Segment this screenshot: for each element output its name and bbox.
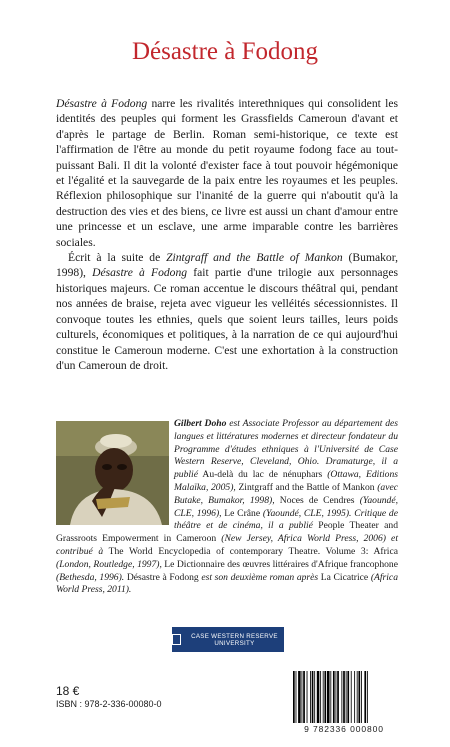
barcode-bar (324, 671, 326, 723)
barcode-bar (354, 671, 355, 723)
publisher-logo (172, 627, 284, 652)
barcode-bar (293, 671, 295, 723)
barcode-icon (292, 671, 399, 723)
barcode-bar (317, 671, 320, 723)
bio-work-title: Noces de Cendres (274, 494, 360, 506)
synopsis-p2-b: (Bumakor, 1998), (56, 251, 398, 280)
synopsis-title-ref: Désastre à Fodong (56, 97, 148, 110)
barcode-bar (296, 671, 297, 723)
barcode-bar (357, 671, 358, 723)
bio-work-title: Le Dictionnaire des œuvres littéraires d'Afrique francophone (161, 558, 398, 570)
bio-part: au département des langues et littératures modernes et directeur fondateur du Programme d'études ethniques à l'Université de Case Western Reserve, Cleveland, Ohio. Dramaturge, il a publié (174, 418, 398, 481)
barcode-bar (361, 671, 362, 723)
bio-part: (London, Routledge, 1997), (56, 558, 162, 570)
barcode-bar (310, 671, 311, 723)
author-bio (56, 418, 398, 597)
barcode-bar (336, 671, 337, 723)
price: 18 € (56, 684, 80, 698)
bio-work-title: Zintgraff and the Battle of Mankon (235, 481, 378, 493)
bio-part: est Associate Professor (226, 418, 322, 429)
barcode-bar (303, 671, 305, 723)
logo-emblem-icon (172, 634, 181, 645)
synopsis (56, 96, 398, 373)
synopsis-paragraph-2 (56, 250, 398, 373)
author-name: Gilbert Doho (174, 418, 227, 429)
barcode-bar (346, 671, 347, 723)
bio-part: (Ottawa, Editions Malaïka, 2005), (174, 469, 398, 493)
bio-part: (Bethesda, 1996). (56, 571, 125, 583)
barcode-bar (323, 671, 324, 723)
bio-part: (avec Butake, Bumakor, 1998), (174, 481, 398, 506)
barcode-bar (333, 671, 335, 723)
barcode-bar (327, 671, 330, 723)
bio-part: (New Jersey, Africa World Press, 2006) et contribué à (56, 533, 398, 557)
bio-work-title: Au-delà du lac de nénuphars (197, 469, 328, 481)
synopsis-p2-ref-2: Désastre à Fodong (92, 266, 188, 280)
bio-work-title: The World Encyclopedia of contemporary Theatre. Volume 3: Africa (103, 545, 398, 557)
bio-part: est son deuxième roman après (201, 571, 319, 583)
synopsis-p2-ref-1: Zintgraff and the Battle of Mankon (166, 251, 343, 265)
barcode (292, 671, 399, 723)
barcode-bar (347, 671, 349, 723)
barcode-bar (312, 671, 314, 723)
barcode-bar (337, 671, 339, 723)
synopsis-p2-a: Écrit à la suite de (68, 251, 167, 265)
barcode-bar (341, 671, 342, 723)
barcode-bar (343, 671, 345, 723)
barcode-bar (298, 671, 301, 723)
barcode-bar (302, 671, 303, 723)
barcode-bar (314, 671, 315, 723)
barcode-bar (364, 671, 366, 723)
barcode-bar (330, 671, 331, 723)
publisher-logo-text: CASE WESTERN RESERVE UNIVERSITY (191, 632, 278, 647)
bio-work-title: La Cicatrice (318, 571, 371, 583)
barcode-number: 9 782336 000800 (304, 724, 384, 734)
bio-work-title: People Theater and Grassroots Empowerment in Cameroon (56, 520, 399, 545)
barcode-bar (320, 671, 321, 723)
book-title: Désastre à Fodong (131, 38, 319, 65)
bio-part: (Yaoundé, CLE, 1995). Critique de théâtre et de cinéma, il a publié (174, 507, 398, 532)
bio-part: (Yaoundé, CLE, 1996), (174, 494, 398, 519)
barcode-bar (367, 671, 368, 723)
barcode-bar (358, 671, 360, 723)
bio-work-title: Le Crâne (221, 507, 263, 519)
synopsis-paragraph-1 (56, 96, 398, 250)
isbn: ISBN : 978-2-336-00080-0 (56, 699, 162, 709)
photo-space (56, 418, 174, 522)
synopsis-p1-text: narre les rivalités interethniques qui consolident les identités des peuples qui forment les Grassfields Cameroun d'avant et d'après le partage de Berlin. Roman semi-historique, ce texte est l'affirmation de l'être au monde du petit royaume fodong face au tout-puissant Bali. Il dit la volonté d'exister face à tout pouvoir hégémonique et l'égalité et la sauvegarde de la paix entre les royaumes et les peuples. Réflexion philosophique sur l'inanité de la guerre qui n'aboutit qu'à la destruction des vies et des biens, ce livre est aussi un chant d'amour entre une princesse et un esclave, une arme imparable contre les barrières sociales. (56, 97, 398, 249)
bio-work-title: Désastre à Fodong (124, 571, 202, 583)
barcode-bar (351, 671, 352, 723)
bio-part: (Africa World Press, 2011). (56, 571, 398, 596)
synopsis-p2-c: fait partie d'une trilogie aux personnages historiques majeurs. Ce roman accentue le discours théâtral qui, pendant nos années de braise, rejeta avec vigueur les velléités sécessionnistes. Il convoque toutes les ethnies, quels que soient leurs tailles, leurs poids culturels, économiques et politiques, à la narration de ce qui aujourd'hui constitue le Cameroun moderne. C'est une exhortation à la construction d'un Cameroun de droit. (56, 266, 398, 372)
barcode-bar (307, 671, 308, 723)
